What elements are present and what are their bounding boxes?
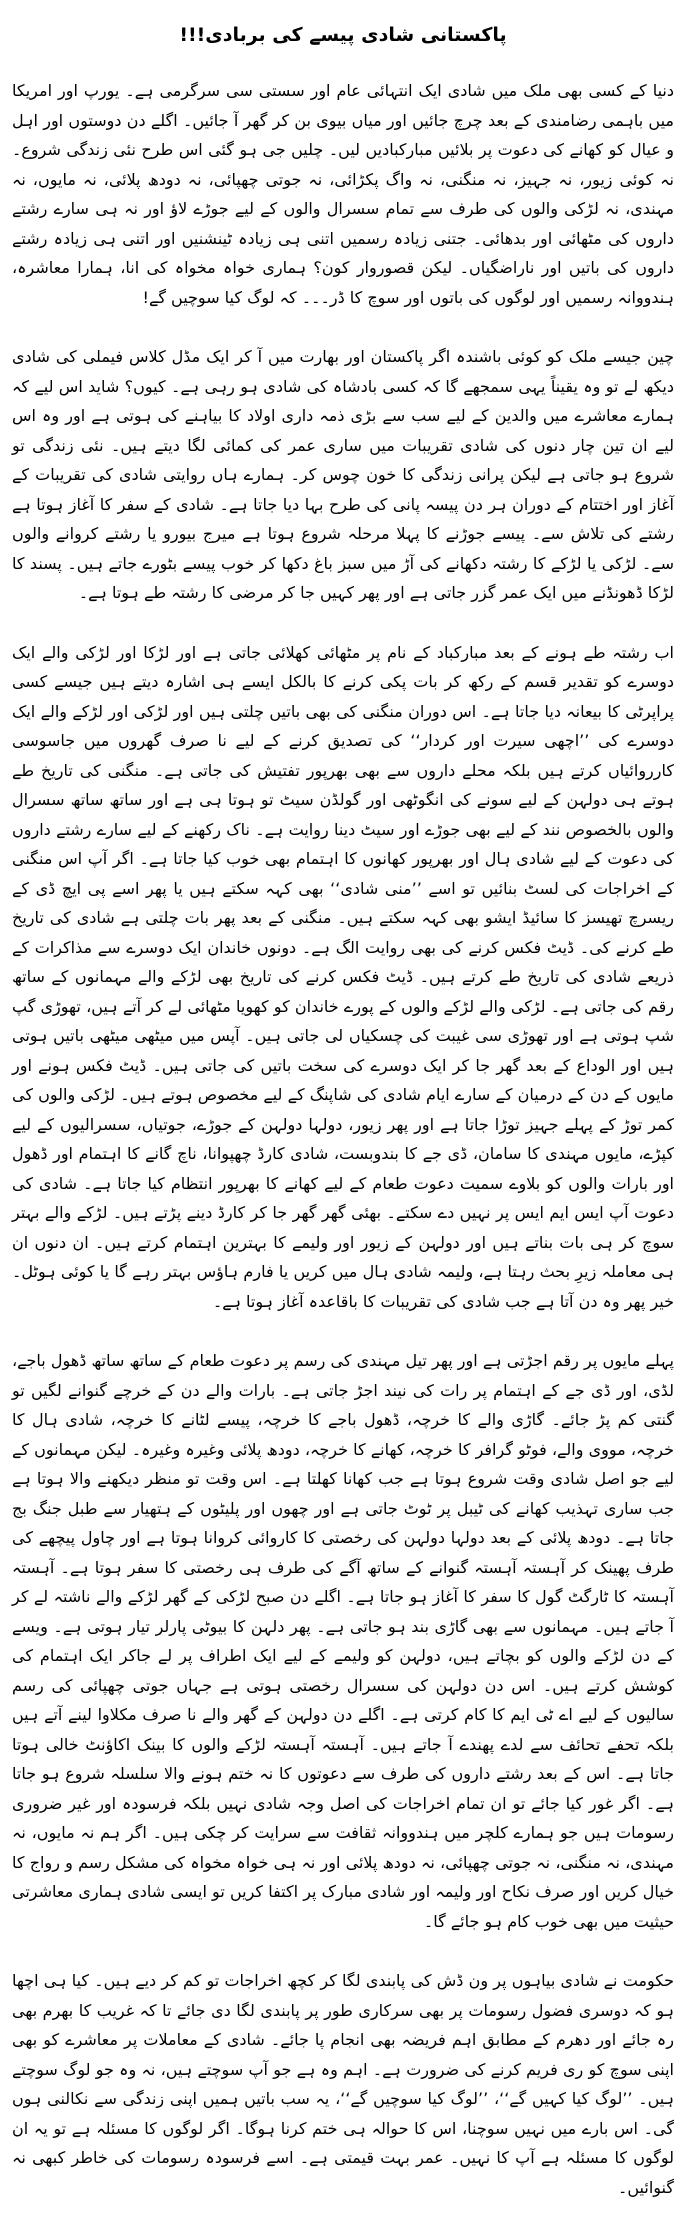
paragraph-5: حکومت نے شادی بیاہوں پر ون ڈش کی پابندی لگا کر کچھ اخراجات تو کم کر دیے ہیں۔ کیا ہی اچھا ہو کہ دوسری فضول رسومات پر بھی سرکاری طور پر پابندی لگا دی جائے تا کہ غریب کا بھرم بھی رہ جائے اور دھرم کے مطابق اہم فریضہ بھی انجام پا جائے۔ شادی کے معاملات پر معاشرے کو بھی اپنی سوچ کو ری فریم کرنے کی ضرورت ہے۔ اہم وہ ہے جو آپ سوچتے ہیں، نہ وہ جو لوگ سوچتے ہیں۔ ’’لوگ کیا کہیں گے‘‘، ’’لوگ کیا سوچیں گے‘‘، یہ سب باتیں ہمیں اپنی زندگی سے نکالنی ہوں گی۔ اس بارے میں نہیں سوچنا، اس کا حوالہ ہی ختم کرنا ہوگا۔ اگر لوگوں کا مسئلہ ہے تو یہ ان لوگوں کا مسئلہ ہے آپ کا نہیں۔ عمر بہت قیمتی ہے۔ اسے فرسودہ رسومات کی خاطر کبھی نہ گنوائیں۔: [12, 1971, 674, 2197]
paragraph-3: اب رشتہ طے ہونے کے بعد مبارکباد کے نام پر مٹھائی کھلائی جاتی ہے اور لڑکا اور لڑکی والے ایک دوسرے کو تقدیر قسم کے رکھ کر بات پکی کرنے کا بالکل ایسے ہی اشارہ دیتے ہیں جیسے کسی پراپرٹی کا بیعانہ دیا جاتا ہے۔ اس دوران منگنی کی بھی باتیں چلتی ہیں اور لڑکی اور لڑکے والے ایک دوسرے کی ’’اچھی سیرت اور کردار‘‘ کی تصدیق کرنے کے لیے نا صرف گھروں میں جاسوسی کارروائیاں کرتے ہیں بلکہ محلے داروں سے بھی بھرپور تفتیش کی جاتی ہے۔ منگنی کی تاریخ طے ہوتے ہی دولہن کے لیے سونے کی انگوٹھی اور گولڈن سیٹ تو ہوتا ہی ہے اور ساتھ ساتھ سسرال والوں بالخصوص نند کے لیے بھی جوڑے اور سیٹ دینا روایت ہے۔ ناک رکھنے کے لیے سارے رشتے داروں کی دعوت کے لیے شادی ہال اور بھرپور کھانوں کا اہتمام بھی خوب کیا جاتا ہے۔ اگر آپ اس منگنی کے اخراجات کی لسٹ بنائیں تو اسے ’’منی شادی‘‘ بھی کہہ سکتے ہیں یا پھر اسے پی ایچ ڈی کے ریسرچ تھیسز کا سائیڈ ایشو بھی کہہ سکتے ہیں۔ منگنی کے بعد پھر بات چلتی ہے شادی کی تاریخ طے کرنے کی۔ ڈیٹ فکس کرنے کی بھی روایت الگ ہے۔ دونوں خاندان ایک دوسرے سے مذاکرات کے ذریعے شادی کی تاریخ طے کرتے ہیں۔ ڈیٹ فکس کرنے کی تاریخ بھی لڑکے والے مہمانوں کے ساتھ رقم کی جاتی ہے۔ لڑکی والے لڑکے والوں کے پورے خاندان کو کھویا مٹھائی لے کر آتے ہیں، تھوڑی گپ شپ ہوتی ہے اور تھوڑی سی غیبت کی چسکیاں لی جاتی ہیں۔ آپس میں میٹھی میٹھی باتیں ہوتی ہیں اور الوداع کے بعد گھر جا کر ایک دوسرے کی سخت باتیں کی جاتی ہیں۔ ڈیٹ فکس ہونے اور مایوں کے دن کے درمیان کے سارے ایام شادی کی شاپنگ کے لیے مخصوص ہوتے ہیں۔ لڑکی والوں کی کمر توڑ کے پہلے جہیز توڑا جاتا ہے اور پھر زیور، دولہا دولہن کے جوڑے، جوتیاں، سسرالیوں کے لیے کپڑے، مایوں مہندی کا سامان، ڈی جے کا بندوبست، شادی کارڈ چھپوانا، ناچ گانے کا اہتمام اور ڈھول اور بارات والوں کو بلاوے سمیت دعوت طعام کے لیے کھانے کا بھرپور انتظام کیا جاتا ہے۔ شادی کی دعوت آپ ایس ایم ایس پر نہیں دے سکتے۔ بھئی گھر گھر جا کر کارڈ دینے پڑتے ہیں۔ لڑکے والے بہتر سوچ کر ہی بات بناتے ہیں اور دولہن کے زیور اور ولیمے کا بہترین اہتمام کرتے ہیں۔ ان دنوں ان ہی معاملہ زیرِ بحث رہتا ہے، ولیمہ شادی ہال میں کریں یا فارم ہاؤس بہتر رہے گا یا کوئی ہوٹل۔ خیر پھر وہ دن آتا ہے جب شادی کی تقریبات کا باقاعدہ آغاز ہوتا ہے۔: [12, 642, 675, 1311]
article-title: پاکستانی شادی پیسے کی بربادی!!!: [179, 24, 507, 46]
article-body: [12, 76, 674, 2202]
paragraph-1: دنیا کے کسی بھی ملک میں شادی ایک انتہائی عام اور سستی سی سرگرمی ہے۔ یورپ اور امریکا میں باہمی رضامندی کے بعد چرچ جائیں اور میاں بیوی بن کر گھر آ جائیں۔ اگلے دن دوستوں اور اہل و عیال کو کھانے کی دعوت پر بلائیں مبارکبادیں لیں۔ چلیں جی ہو گئی اس طرح نئی زندگی شروع۔ نہ کوئی زیور، نہ جہیز، نہ منگنی، نہ واگ پکڑائی، نہ جوتی چھپائی، نہ دودھ پلائی، نہ مایوں، نہ مہندی، نہ لڑکی والوں کی طرف سے تمام سسرال والوں کے لیے جوڑے لاؤ اور نہ ہی سارے رشتے داروں کی مٹھائی اور بدھائی۔ جتنی زیادہ رسمیں اتنی ہی زیادہ ٹینشنیں اور اتنی ہی زیادہ رشتے داروں کی باتیں اور ناراضگیاں۔ لیکن قصوروار کون؟ ہماری خواہ مخواہ کی انا، ہمارا معاشرہ، ہندووانہ رسمیں اور لوگوں کی باتوں اور سوچ کا ڈر۔۔۔ کہ لوگ کیا سوچیں گے!: [12, 81, 674, 307]
paragraph-2: چین جیسے ملک کو کوئی باشندہ اگر پاکستان اور بھارت میں آ کر ایک مڈل کلاس فیملی کی شادی دیکھ لے تو وہ یقیناً یہی سمجھے گا کہ کسی بادشاہ کی شادی ہو رہی ہے۔ کیوں؟ شاید اس لیے کہ ہمارے معاشرے میں والدین کے لیے سب سے بڑی ذمہ داری اولاد کا بیاہنے کی ہوتی ہے اور وہ اس لیے ان تین چار دنوں کی شادی تقریبات میں ساری عمر کی کمائی لگا دیتے ہیں۔ نئی زندگی تو شروع ہو جاتی ہے لیکن پرانی زندگی کا خون چوس کر۔ ہمارے ہاں روایتی شادی کی تقریبات کے آغاز اور اختتام کے دوران ہر دن پیسہ پانی کی طرح بہا دیا جاتا ہے۔ شادی کے سفر کا آغاز ہوتا ہے رشتے کی تلاش سے۔ پیسے جوڑنے کا پہلا مرحلہ شروع ہوتا ہے میرج بیورو یا رشتے کروانے والوں سے۔ لڑکی یا لڑکے کا رشتہ دکھانے کی آڑ میں سبز باغ دکھا کر خوب پیسے بٹورے جاتے ہیں۔ پسند کا لڑکا ڈھونڈنے میں ایک عمر گزر جاتی ہے اور پھر کہیں جا کر مرضی کا رشتہ طے ہوتا ہے۔: [12, 347, 674, 602]
paragraph-4: پہلے مایوں پر رقم اجڑتی ہے اور پھر تیل مہندی کی رسم پر دعوت طعام کے ساتھ ساتھ ڈھول باجے، لڈی، اور ڈی جے کے اہتمام پر رات کی نیند اجڑ جاتی ہے۔ بارات والے دن کے خرچے گنوانے لگیں تو گنتی کم پڑ جائے۔ گاڑی والے کا خرچہ، ڈھول باجے کا خرچہ، پیسے لٹانے کا خرچہ، شادی ہال کا خرچہ، مووی والے، فوٹو گرافر کا خرچہ، کھانے کا خرچہ، دودھ پلائی وغیرہ وغیرہ۔ لیکن مہمانوں کے لیے جو اصل شادی وقت شروع ہوتا ہے جب کھانا کھلتا ہے۔ اس وقت تو منظر دیکھنے والا ہوتا ہے جب ساری تہذیب کھانے کی ٹیبل پر ٹوٹ جاتی ہے اور چھوں اور پلیٹوں کے ہتھیار سے طبل جنگ بج جاتا ہے۔ دودھ پلائی کے بعد دولہا دولہن کی رخصتی کا کاروائی کروانا ہوتا ہے اور چاول پیچھے کی طرف پھینک کر آہستہ آہستہ گنوانے کے ساتھ آگے کی طرف ہی رخصتی کا سفر ہوتا ہے۔ آہستہ آہستہ کا ٹارگٹ گول کا سفر کا آغاز ہو جاتا ہے۔ اگلے دن صبح لڑکی کے گھر لڑکے والے ناشتہ لے کر آ جاتے ہیں۔ مہمانوں سے بھی گاڑی بند ہو جاتی ہے۔ پھر دلہن کا بیوٹی پارلر تیار ہوتی ہے۔ ویسے کے دن لڑکے والوں کو بچاتے ہیں، دولہن کو ولیمے کے لیے ایک اطراف پر لے جاکر ایک اہتمام کی کوشش کرتے ہیں۔ اس دن دولہن کی سسرال رخصتی ہوتی ہے جہاں جوتی چھپائی کی رسم سالیوں کے لیے اے ٹی ایم کا کام کرتی ہے۔ اگلے دن دولہن کے گھر والے نا صرف مکلاوا لینے آتے ہیں بلکہ تحفے تحائف سے لدے پھندے آ جاتے ہیں۔ آہستہ آہستہ لڑکے والوں کا بینک اکاؤنٹ خالی ہوتا جاتا ہے۔ اس کے بعد رشتے داروں کی طرف سے دعوتوں کا نہ ختم ہونے والا سلسلہ شروع ہو جاتا ہے۔ اگر غور کیا جائے تو ان تمام اخراجات کی اصل وجہ شادی نہیں بلکہ فرسودہ اور غیر ضروری رسومات ہیں جو ہمارے کلچر میں ہندووانہ ثقافت سے سرایت کر چکی ہیں۔ اگر ہم نہ مایوں، نہ مہندی، نہ منگنی، نہ جوتی چھپائی، نہ دودھ پلائی اور نہ ہی خواہ مخواہ کی مشکل رسم و رواج کا خیال کریں اور صرف نکاح اور ولیمہ اور شادی مبارک پر اکتفا کریں تو ایسی شادی ہماری معاشرتی حیثیت میں بھی خوب کام ہو جائے گا۔: [12, 1351, 674, 1931]
